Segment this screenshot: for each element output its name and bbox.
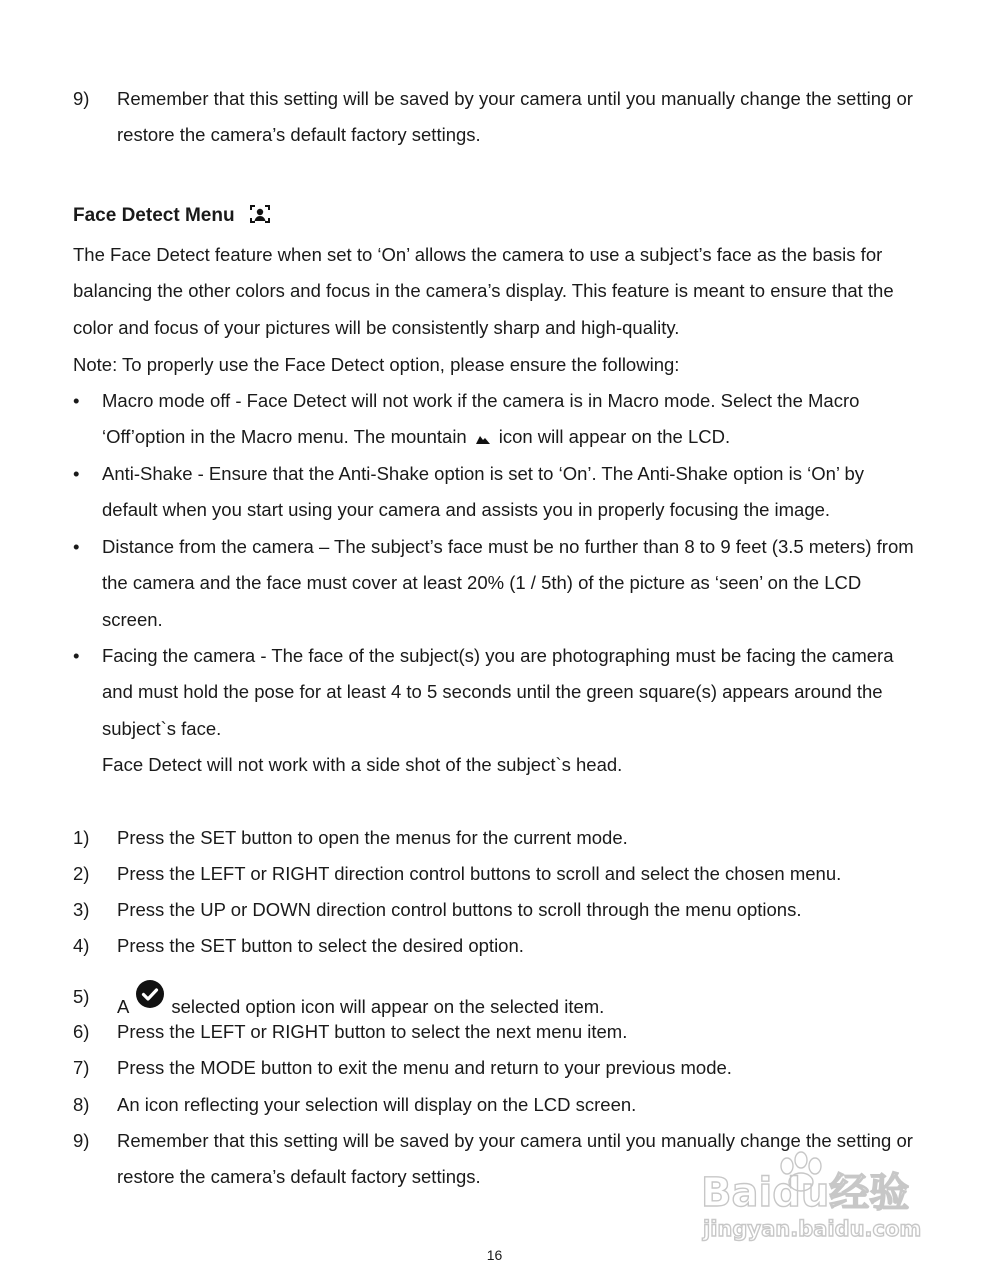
step-text: Press the UP or DOWN direction control buttons to scroll through the menu options. [117,899,802,920]
step-number: 9) [73,88,90,109]
face-detect-icon [250,202,270,234]
intro-paragraph: The Face Detect feature when set to ‘On’ allows the camera to use a subject’s face as the basis for balancing the other colors and focus in the camera’s display. This feature is meant to ensure that the color and focus of your pictures will be consistently sharp and high-quality. [73,244,894,338]
step-text: Remember that this setting will be saved by your camera until you manually change the setting or restore the camera’s default factory settings. [117,1130,913,1187]
bullet-dot: • [73,390,80,411]
section-title: Face Detect Menu [73,205,235,226]
bullet-text: Macro mode off - Face Detect will not work if the camera is in Macro mode. Select the Macro ‘Off’option in the Macro menu. The mountain [102,390,860,448]
step-text: Press the LEFT or RIGHT button to select the next menu item. [117,1021,628,1042]
page-number: 16 [486,1247,503,1263]
step-number: 9) [73,1130,90,1151]
bullet-text: Distance from the camera – The subject’s face must be no further than 8 to 9 feet (3.5 meters) from the camera and the face must cover at least 20% (1 / 5th) of the picture as ‘seen’ on the LCD screen. [102,536,914,630]
step-item [73,928,933,964]
bullet-item [73,456,923,529]
baidu-watermark [701,1148,931,1248]
mountain-icon [475,421,491,457]
bullet-text: Facing the camera - The face of the subject(s) you are photographing must be facing the camera and must hold the pose for at least 4 to 5 seconds until the green square(s) appears around the subject`s face. [102,645,894,739]
bullet-extra-text: Face Detect will not work with a side shot of the subject`s head. [102,753,623,775]
step-number: 5) [73,986,90,1007]
step-number: 4) [73,935,90,956]
step-number: 6) [73,1021,90,1042]
step-text: Remember that this setting will be saved by your camera until you manually change the setting or restore the camera’s default factory settings. [117,88,913,145]
bullet-item [73,529,923,638]
step-item [73,1087,933,1123]
bullet-text-continued: icon will appear on the LCD. [498,426,731,448]
step-number: 8) [73,1094,90,1115]
top-step-9 [73,81,933,153]
bullet-item [73,638,923,783]
step-item [73,892,933,928]
step-text: Press the MODE button to exit the menu and return to your previous mode. [117,1057,732,1078]
watermark-logo: Baidu经验 [701,1170,910,1216]
note-paragraph: Note: To properly use the Face Detect option, please ensure the following: [73,354,680,375]
step-item [73,856,933,892]
section-heading [73,200,270,234]
step-number: 2) [73,863,90,884]
step-text: Press the LEFT or RIGHT direction control buttons to scroll and select the chosen menu. [117,863,842,884]
bullet-item [73,383,923,458]
bullet-dot: • [73,536,80,557]
step-text-continued: selected option icon will appear on the selected item. [171,996,605,1017]
step-item [73,820,933,856]
step-number: 1) [73,827,90,848]
step-text: Press the SET button to open the menus for the current mode. [117,827,628,848]
bullet-dot: • [73,645,80,666]
step-text: A [117,996,130,1017]
bullet-text: Anti-Shake - Ensure that the Anti-Shake option is set to ‘On’. The Anti-Shake option is ‘On’ by default when you start using your camera and assists you in properly focusing the image. [102,463,865,521]
step-text: An icon reflecting your selection will display on the LCD screen. [117,1094,637,1115]
watermark-url: jingyan.baidu.com [703,1217,922,1241]
step-number: 3) [73,899,90,920]
check-circle-icon [135,979,165,1009]
step-item [73,1050,933,1086]
step-item [73,1014,933,1050]
step-text: Press the SET button to select the desired option. [117,935,524,956]
step-number: 7) [73,1057,90,1078]
bullet-dot: • [73,463,80,484]
